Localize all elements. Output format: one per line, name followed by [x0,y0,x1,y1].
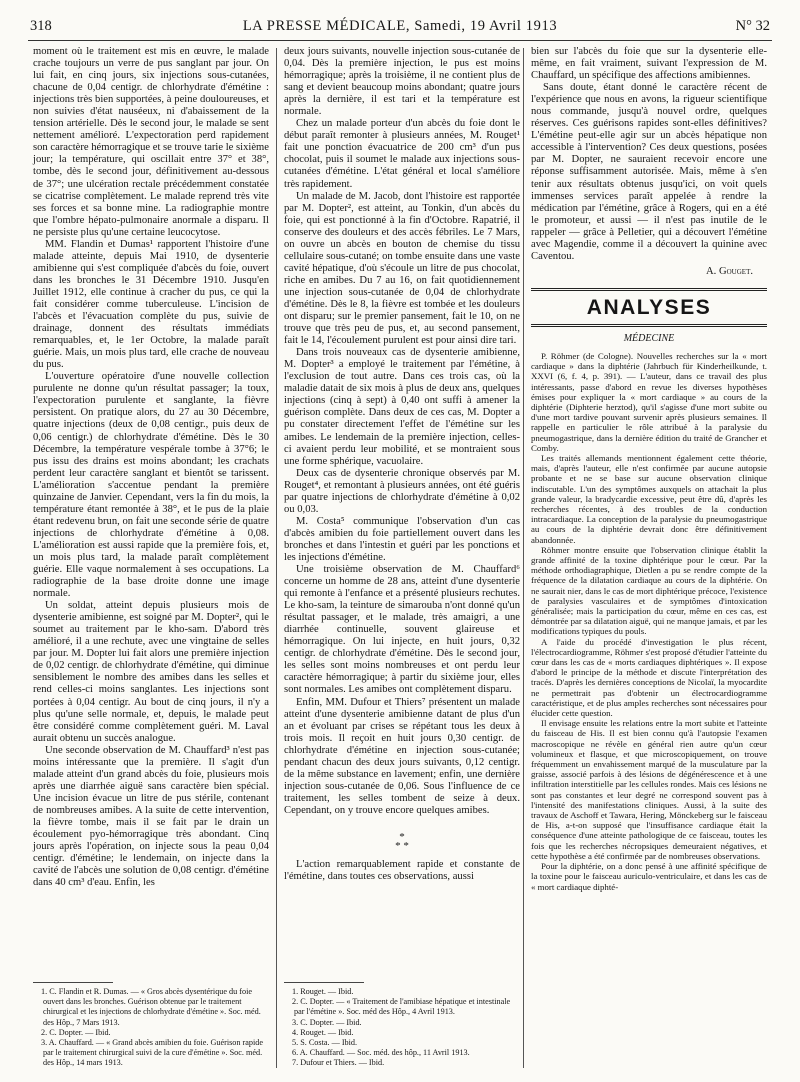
subsection-title: MÉDECINE [623,332,675,344]
footnote: 1. Rouget. — Ibid. [292,987,354,996]
column-divider [523,48,524,1068]
analysis-article [531,351,767,892]
paragraph: P. Röhmer (de Cologne). Nouvelles recherches sur la « mort cardiaque » dans la diphtérie (Jahrbuch für Kinderheilkunde, t. XXVI (6, f. 4, p. 391). — L'auteur, dans ce travail des plus intéressants, passe d'abord en revue les diverses hypothèses émises pour expliquer la « mort cardiaque » au cours de la diphtérie (Diphterie herztod), qu'il s'agisse d'une mort subite ou d'une mort tardive pouvant survenir après plusieurs semaines. Il rappelle en particulier le rôle attribué à la paralysie du pneumogastrique, dans la dernière édition du traité de Grancher et Comby. [531,350,767,453]
paragraph: Un malade de M. Jacob, dont l'histoire est rapportée par M. Dopter², est atteint, au Tonkin, d'un abcès du foie, qui est ponctionné à la fin d'Octobre. Rapatrié, il conserve des douleurs et des accès fébriles. Le 7 Mars, on ouvre un abcès en bouton de chemise du tissu cellulaire sous-cutané; on tombe ensuite dans une vaste cavité hépatique, d'où s'écoule un litre de pus chocolat, riche en amibes. Du 7 au 16, on fait quotidiennement une injection sous-cutanée de 0,04 de chlorhydrate d'émétine. Dès le 8, la fièvre est tombée et les douleurs ont disparu; sur le premier pansement, fait le 10, on ne trouve que très peu de pus, et, au second pansement, fait le 14, l'écoulement purulent est pour ainsi dire tari. [284,190,520,347]
paragraph: Röhmer montre ensuite que l'observation clinique établit la grande affinité de la toxine diphtérique pour le cœur. Par la méthode orthodiagraphique, Dietlen a pu se rendre compte de la fréquence de la dilatation cardiaque au cours de la diphtérie. On ne saurait nier, dans le cas de mort diphtérique précoce, l'existence de paralysies vasculaires et de symptômes d'intoxication généralisée; mais la participation du cœur, même en ces cas, est démontrée par sa dilatation aiguë, qui ne manque jamais, et par les modifications typiques du pouls. [531,544,767,637]
asterism: * * * [395,831,409,852]
page-number: 318 [30,18,52,34]
paragraph: Enfin, MM. Dufour et Thiers⁷ présentent un malade atteint d'une dysenterie amibienne datant de plus d'un an et évoluant par crises se répétant tous les deux à trois mois. Il reçoit en huit jours 0,30 centigr. de chlorhydrate d'émétine en injection sous-cutanée; pendant chacun des deux jours suivants, 0,12 centigr. de la même substance en lavement; enfin, une dernière injection sous-cutanée de 0,06. Sous l'influence de ce traitement, les selles tombent de seize à deux. Cependant, on y trouve encore quelques amibes. [284,696,520,816]
footnote: 6. A. Chauffard. — Soc. méd. des hôp., 11 Avril 1913. [292,1048,470,1058]
journal-title: LA PRESSE MÉDICALE, Samedi, 19 Avril 1913 [242,18,558,34]
column-3 [531,46,767,892]
paragraph: Une seconde observation de M. Chauffard³ n'est pas moins intéressante que la première. Il s'agit d'un malade atteint d'un grand abcès du foie, plusieurs mois après une diarrhée aiguë sans caractère bien spécial. Une incision évacue un litre de pus stérile, contenant de nombreuses amibes. A la suite de cette intervention, la fièvre tombe, mais il se fait par le drain un écoulement pyo-hémorragique très abondant. Cinq jours après l'opération, on injecte sous la peau 0,04 centigr. d'émétine; le lendemain, on injecte dans la cavité de l'abcès une solution de 0,08 centigr. d'émétine dans 40 cm³ d'eau. Enfin, les [33,744,269,889]
column-2 [284,46,520,883]
paragraph: L'ouverture opératoire d'une nouvelle collection purulente ne donne qu'un résultat passager; la toux, l'expectoration purulente et sanglante, la fièvre persistent. On pratique alors, du 27 au 30 Décembre, quatre injections (deux de 0,08 centigr., puis deux de 0,06 centigr.) de chlorhydrate d'émétine. Dès le 30 Décembre, la température vespérale tombe à 37°6; le pus issu des drains est moins abondant; les crachats perdent leur caractère sanglant et bientôt se tarissent. L'amélioration s'accentue pendant la première quinzaine de Janvier. Cependant, vers la fin du mois, la température étant remontée à 38°, et le pus de la plaie étant redevenu brun, on fait une seconde série de quatre injections de chlorhydrate d'émétine à 0,08. L'amélioration est aussi rapide que la première fois, et, un mois plus tard, la malade paraît complètement guérie. Elle vaque normalement à ses occupations. La radiographie de la base droite donne une image normale. [33,371,269,600]
paragraph: moment où le traitement est mis en œuvre, le malade crache toujours un verre de pus sanglant par jour. On lui fait, en cinq jours, six injections sous-cutanées, chacune de 0,04 centigr. de chlorhydrate d'émétine : injections très bien supportées, à peine douloureuses, et non suivies d'état nauséeux, ni d'abaissement de la tension artérielle. Dès le second jour, le malade se sent nettement amélioré. L'expectoration perd rapidement son caractère hémorragique et se trouve tarie le sixième jour; la température, qui oscillait entre 37° et 38°, tombe, dès le second jour, définitivement au-dessous de 37°; une ulcération rectale précédemment constatée se cicatrise complètement. Le malade reprend très vite ses forces et sa bonne mine. La radiographie montre que l'ombre hépato-pulmonaire anormale a disparu. Il ne persiste plus qu'une certaine leucocytose. [33,46,269,238]
paragraph: Une troisième observation de M. Chauffard⁶ concerne un homme de 28 ans, atteint d'une dysenterie qui remonte à l'enfance et a présenté plusieurs rechutes. Le kho-sam, la teinture de simarouba n'ont donné qu'un résultat passager, et le malade, très amaigri, a une diarrhée continuelle, souvent glaireuse et hémorragique. On lui injecte, en huit jours, 0,32 centigr. de chlorhydrate d'émétine. Dès le second jour, les selles sont moins nombreuses et ont perdu leur caractère hémorragique; à partir du sixième jour, elles sont normales. Les amibes ont complètement disparu. [284,564,520,696]
paragraph: bien sur l'abcès du foie que sur la dysenterie elle-même, en fait vraiment, suivant l'expression de M. Chauffard, un spécifique des affections amibiennes. [531,46,767,82]
footnote: 1. C. Flandin et R. Dumas. — « Gros abcès dysentérique du foie ouvert dans les bronches. Guérison obtenue par le traitement chirurgical et les injections de chlorhydrate d'émétine ». Soc. méd. des Hôp., 7 Mars 1913. [41,987,261,1027]
section-title: ANALYSES [531,288,767,327]
footnotes-column-2 [284,982,516,1069]
paragraph: Dans trois nouveaux cas de dysenterie amibienne, M. Dopter³ a employé le traitement par l'émétine, à l'exclusion de tout autre. Dans ces trois cas, où la maladie datait de six mois à plus de deux ans, quelques injections (cinq à sept) à 0,40 ont suffi à amener la guérison complète. Dans deux de ces cas, M. Dopter a pu constater directement l'effet de l'émétine sur les amibes. Le lendemain de la première injection, celles-ci avaient perdu leur mobilité, et se montraient sous une forme sphérique, vacuolaire. [284,347,520,467]
paragraph: Pour la diphtérie, on a donc pensé à une affinité spécifique de la toxine pour le faisceau auriculo-ventriculaire, et dans les cas de « mort cardiaque diphté- [531,861,767,892]
paragraph: Les traités allemands mentionnent également cette théorie, mais, d'après l'auteur, elle n'est confirmée par aucune autopsie probante et ne se base sur aucune observation clinique indiscutable. L'un des symptômes auxquels on attachait la plus grande valeur, la bradycardie excessive, peut être dû, d'après les recherches récentes, à des troubles de la conduction intracardiaque. La conception de la paralysie du pneumogastrique au cours de la diphtérie devrait donc être définitivement abandonnée. [531,452,767,545]
footnote: 7. Dufour et Thiers. — Ibid. [292,1058,385,1068]
paragraph: A l'aide du procédé d'investigation le plus récent, l'électrocardiogramme, Röhmer s'est proposé d'étudier l'atteinte du cœur dans les cas de « morts cardiaques diphtériques ». Il expose d'abord le principe de la méthode et discute l'interprétation des tracés. D'après les dernières conceptions de Nicolaï, la myocardite ne permettrait pas d'obtenir un électrocardiogramme caractéristique, et de plus amples recherches sont nécessaires pour élucider cette question. [531,636,767,719]
paragraph: deux jours suivants, nouvelle injection sous-cutanée de 0,04. Dès la première injection, le pus est moins hémorragique; après la troisième, il ne contient plus de sang et devient beaucoup moins abondant; quatre jours après la dernière, il est tari et la température est normale. [284,46,520,118]
page-header [30,14,770,38]
paragraph: Il envisage ensuite les relations entre la mort subite et l'atteinte du faisceau de His. Il est bien connu qu'à l'autopsie l'examen macroscopique ne révèle en général rien autre qu'un cœur volumineux et flasque, et que microscopiquement, on trouve fréquemment un envahissement marqué de la musculature par la graisse, associé parfois à des lésions de dégénérescence et à une infiltration interstitielle par les cellules rondes. Mais ces lésions ne sont pas constantes et leur degré ne correspond souvent pas à l'intensité des manifestations cliniques. Aussi, à la suite des travaux de Aschoff et Tawara, Hering, Mönckeberg sur le faisceau de His, a-t-on supposé que l'insuffisance cardiaque était la conséquence d'une atteinte pathologique de ce faisceau, toutes les fois que les recherches nécropsiques demeuraient négatives, et cette hypothèse a été confirmée par de nombreuses observations. [531,718,767,861]
author-signature: A. Gouget. [706,265,753,277]
footnote: 5. S. Costa. — Ibid. [292,1038,358,1048]
footnote: 2. C. Dopter. — « Traitement de l'amibiase hépatique et intestinale par l'émétine ». Soc. méd des Hôp., 4 Avril 1913. [292,997,511,1017]
footnote: 2. C. Dopter. — Ibid. [41,1027,111,1037]
column-divider [276,48,277,1068]
header-rule [28,40,772,41]
paragraph: MM. Flandin et Dumas¹ rapportent l'histoire d'une malade atteinte, depuis Mai 1910, de dysenterie amibienne qui s'est compliquée d'abcès du foie, ouvert dans les bronches le 31 Décembre 1910. Jusqu'en Juillet 1912, elle continue à cracher du pus, ce qui la fait considérer comme tuberculeuse. L'incision de l'abcès et l'évacuation complète du pus, suivie de drainage, donnent des résultats immédiats remarquables, et, le 1er Octobre, la malade paraît guérie. Mais, un mois plus tard, elle crache de nouveau du pus. [33,238,269,371]
footnote: 3. C. Dopter. — Ibid. [292,1017,362,1027]
paragraph: L'action remarquablement rapide et constante de l'émétine, dans toutes ces observations, aussi [284,859,520,883]
footnote: 3. A. Chauffard. — « Grand abcès amibien du foie. Guérison rapide par le traitement chirurgical suivi de la cure d'émétine ». Soc. méd. des Hôp., 14 mars 1913. [41,1038,263,1068]
paragraph: M. Costa⁵ communique l'observation d'un cas d'abcès amibien du foie partiellement ouvert dans les bronches et dans l'intestin et guéri par les ponctions et les injections d'émétine. [284,515,520,563]
footnotes-column-1 [33,982,265,1069]
paragraph: Chez un malade porteur d'un abcès du foie dont le début paraît remonter à plusieurs années, M. Rouget¹ fait une ponction évacuatrice de 200 cm³ d'un pus chocolat, puis il soumet le malade aux injections sous-cutanées d'émétine. L'état général et local s'améliore très rapidement. [284,118,520,190]
column-1 [33,46,269,889]
issue-number: N° 32 [735,18,770,34]
paragraph: Sans doute, étant donné le caractère récent de l'expérience que nous en avons, la rigueur scientifique nous commande, jusqu'à nouvel ordre, quelques réserves. Ces guérisons rapides sont-elles définitives? L'émétine peut-elle agir sur un abcès hépatique non accessible à l'intervention? Ces deux questions, posées par M. Dopter, ne sauraient recevoir encore une réponse suffisamment autorisée. Mais, même à s'en tenir aux résultats obtenus jusqu'ici, on voit quels immenses services paraît appelée à rendre la médication par l'émétine, grâce à Rogers, qui en a été le promoteur, et aussi — il n'est pas inutile de le rappeler — grâce à Pelletier, qui a découvert l'émétine avec Magendie, comme il a découvert la quinine avec Caventou. [531,82,767,262]
paragraph: Deux cas de dysenterie chronique observés par M. Rouget⁴, et remontant à plusieurs années, ont été guéris par quatre injections de chlorhydrate d'émétine à 0,02 ou 0,03. [284,467,520,515]
footnote: 4. Rouget. — Ibid. [292,1027,354,1037]
paragraph: Un soldat, atteint depuis plusieurs mois de dysenterie amibienne, est soigné par M. Dopter², qui le soumet au traitement par le kho-sam. D'abord très amélioré, il a une rechute, avec une vingtaine de selles par jour. M. Dopter lui fait alors une première injection de 0,02 centigr. de chlorhydrate d'émétine, qui diminue sensiblement le nombre des amibes dans les selles et rend celles-ci moins sanglantes. Les injections sont portées à 0,04 centigr. Au bout de cinq jours, il n'y a plus qu'une selle normale, et, depuis, le malade peut être considéré comme complètement guéri. M. Laval aurait obtenu un succès analogue. [33,600,269,744]
